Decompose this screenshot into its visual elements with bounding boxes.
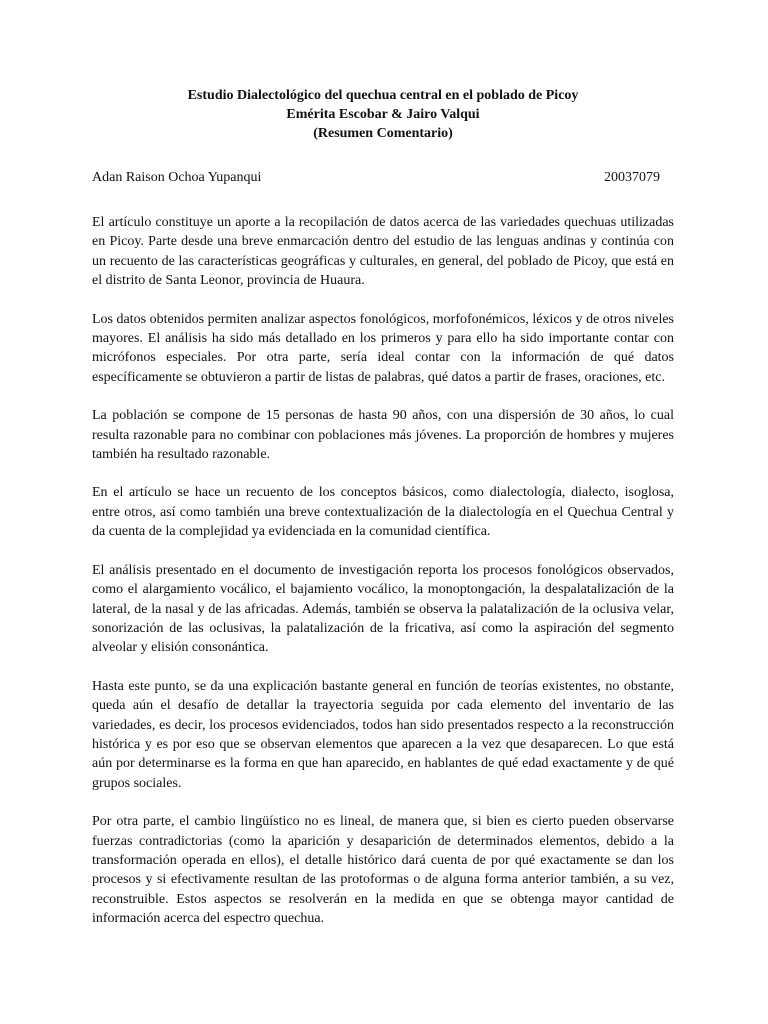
document-authors: Emérita Escobar & Jairo Valqui — [286, 107, 480, 122]
paragraph-1: El artículo constituye un aporte a la recopilación de datos acerca de las variedades quechuas utilizadas en Picoy. Parte desde una breve enmarcación dentro del estudio de las lenguas andinas y continúa con un recuento de las características geográficas y culturales, en general, del poblado de Picoy, que está en el distrito de Santa Leonor, provincia de Huaura. — [92, 215, 674, 289]
document-subtitle: (Resumen Comentario) — [313, 126, 453, 141]
paragraph-7: Por otra parte, el cambio lingüístico no es lineal, de manera que, si bien es cierto pueden observarse fuerzas contradictorias (como la aparición y desaparición de determinados elementos, debido a la transformación operada en ellos), el detalle histórico dará cuenta de por qué exactamente se dan los procesos y si efectivamente resultan de las protoformas o de alguna forma anterior también, a su vez, reconstruible. Estos aspectos se resolverán en la medida en que se obtenga mayor cantidad de información acerca del espectro quechua. — [92, 814, 674, 927]
paragraph-2: Los datos obtenidos permiten analizar aspectos fonológicos, morfofonémicos, léxicos y de otros niveles mayores. El análisis ha sido más detallado en los primeros y para ello ha sido importante contar con micrófonos especiales. Por otra parte, sería ideal contar con la información de qué datos específicamente se obtuvieron a partir de listas de palabras, qué datos a partir de frases, oraciones, etc. — [92, 311, 674, 385]
paragraph-4: En el artículo se hace un recuento de los conceptos básicos, como dialectología, dialecto, isoglosa, entre otros, así como también una breve contextualización de la dialectología en el Quechua Central y da cuenta de la complejidad ya evidenciada en la comunidad científica. — [92, 485, 674, 540]
paragraph-3: La población se compone de 15 personas de hasta 90 años, con una dispersión de 30 años, lo cual resulta razonable para no combinar con poblaciones más jóvenes. La proporción de hombres y mujeres también ha resultado razonable. — [92, 408, 674, 463]
student-info-row — [92, 168, 674, 187]
paragraph-5: El análisis presentado en el documento de investigación reporta los procesos fonológicos observados, como el alargamiento vocálico, el bajamiento vocálico, la monoptongación, la despalatalización de la lateral, de la nasal y de las africadas. Además, también se observa la palatalización de la oclusiva velar, sonorización de las oclusivas, la palatalización de la fricativa, así como la aspiración del segmento alveolar y elisión consonántica. — [92, 562, 674, 656]
document-page — [92, 86, 674, 929]
document-title: Estudio Dialectológico del quechua central en el poblado de Picoy — [187, 88, 579, 103]
title-block — [92, 86, 674, 143]
student-name: Adan Raison Ochoa Yupanqui — [92, 170, 262, 185]
student-id: 20037079 — [604, 170, 660, 185]
paragraph-6: Hasta este punto, se da una explicación bastante general en función de teorías existentes, no obstante, queda aún el desafío de detallar la trayectoria seguida por cada elemento del inventario de las variedades, es decir, los procesos evidenciados, todos han sido presentados respecto a la reconstrucción histórica y es por eso que se observan elementos que aparecen a la vez que desaparecen. Lo que está aún por determinarse es la forma en que han aparecido, en hablantes de qué edad exactamente y de qué grupos sociales. — [92, 678, 674, 791]
